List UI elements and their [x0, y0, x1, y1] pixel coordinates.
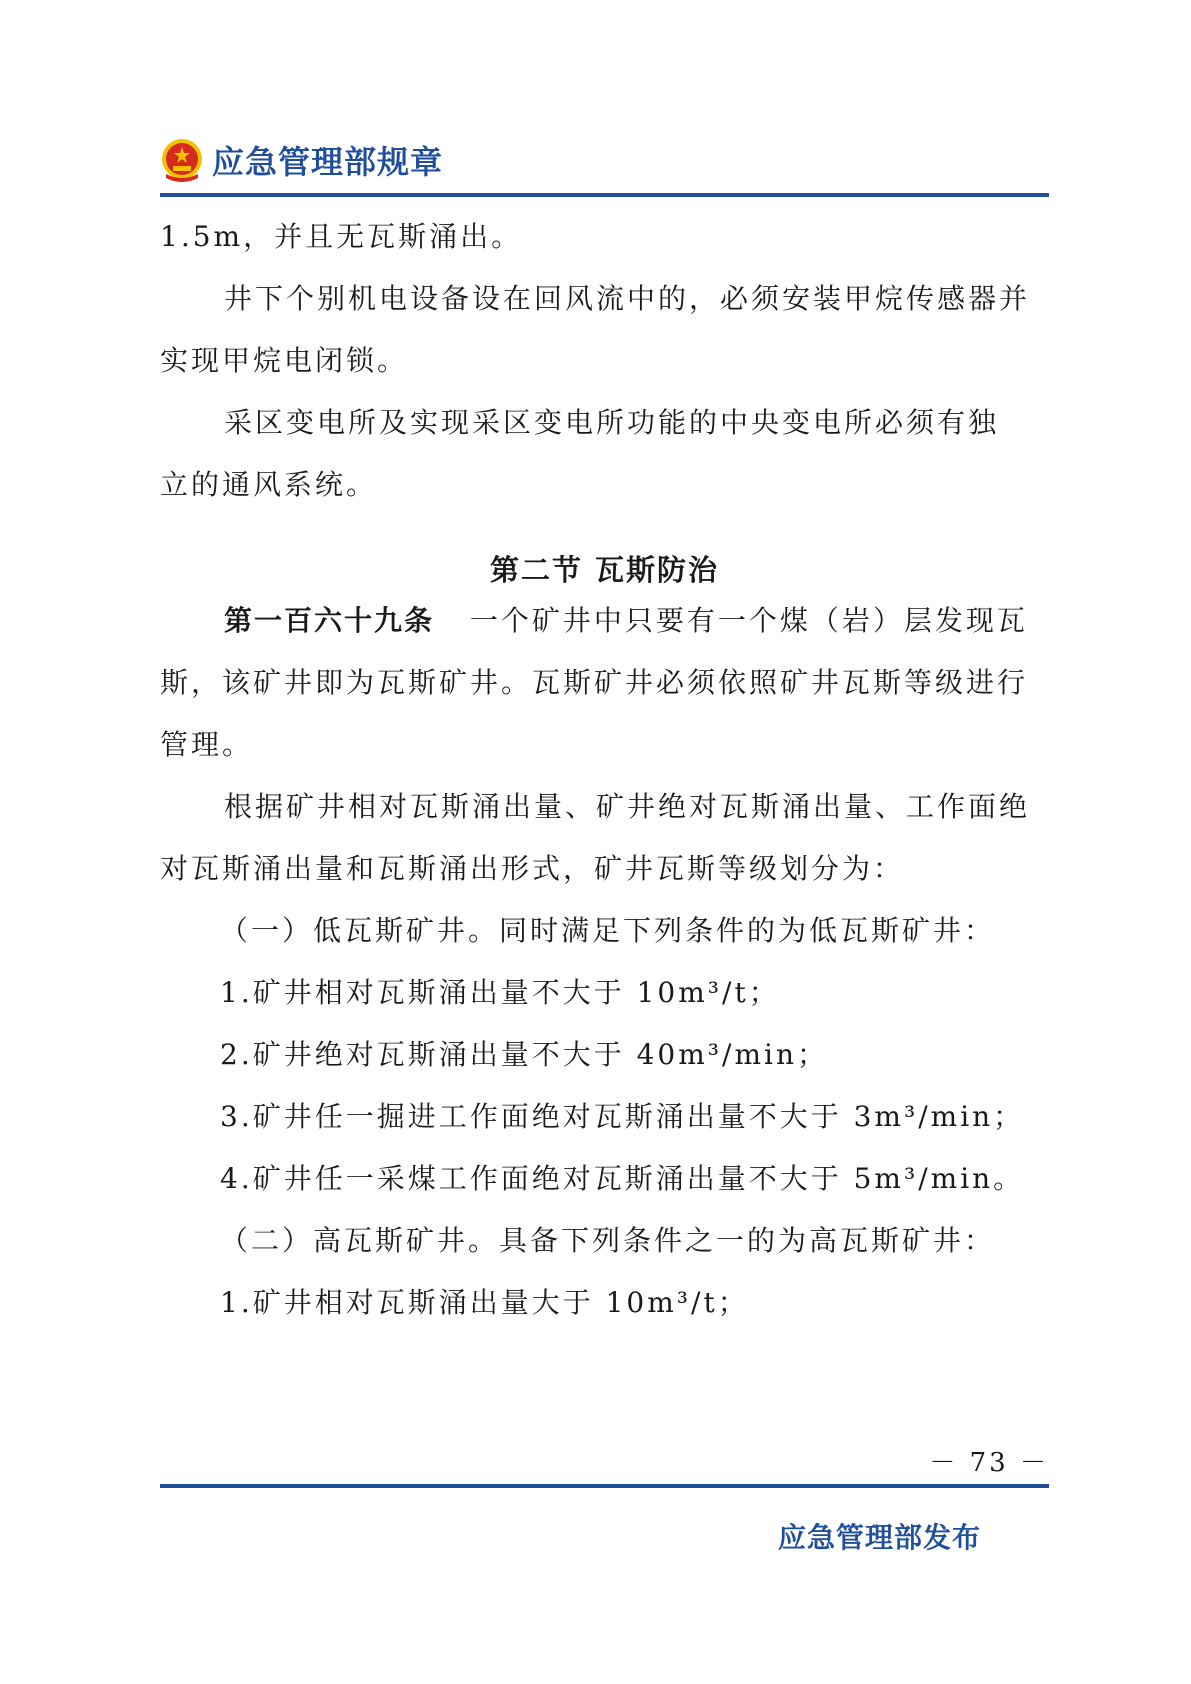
paragraph-line: 立的通风系统。: [160, 468, 378, 501]
header-title: 应急管理部规章: [212, 143, 444, 181]
list-item: 1.矿井相对瓦斯涌出量大于 10m³/t；: [220, 1286, 749, 1319]
list-item: 2.矿井绝对瓦斯涌出量不大于 40m³/min；: [220, 1038, 828, 1071]
paragraph-line: 斯，该矿井即为瓦斯矿井。瓦斯矿井必须依照矿井瓦斯等级进行: [160, 666, 1029, 699]
paragraph-line: 根据矿井相对瓦斯涌出量、矿井绝对瓦斯涌出量、工作面绝: [224, 790, 1031, 823]
page-number: － 73 －: [929, 1448, 1049, 1478]
list-item: 3.矿井任一掘进工作面绝对瓦斯涌出量不大于 3m³/min；: [220, 1100, 1025, 1133]
paragraph-line: 对瓦斯涌出量和瓦斯涌出形式，矿井瓦斯等级划分为：: [160, 852, 905, 885]
paragraph-line: 井下个别机电设备设在回风流中的，必须安装甲烷传感器并: [224, 282, 1031, 315]
page-header: [160, 130, 443, 190]
paragraph-line: 采区变电所及实现采区变电所功能的中央变电所必须有独: [224, 406, 1000, 439]
paragraph-line: 管理。: [160, 728, 254, 761]
footer-publisher: 应急管理部发布: [777, 1521, 981, 1554]
list-item: 4.矿井任一采煤工作面绝对瓦斯涌出量不大于 5m³/min。: [220, 1162, 1025, 1195]
section-title: 第二节 瓦斯防治: [489, 553, 720, 587]
list-heading: （一）低瓦斯矿井。同时满足下列条件的为低瓦斯矿井：: [220, 914, 996, 947]
article-first-line: [160, 590, 1049, 652]
list-item: 1.矿井相对瓦斯涌出量不大于 10m³/t；: [220, 976, 780, 1009]
article-label: 第一百六十九条: [224, 604, 435, 637]
article-body: [160, 590, 1049, 1334]
list-heading: （二）高瓦斯矿井。具备下列条件之一的为高瓦斯矿井：: [220, 1224, 996, 1257]
article-text: 一个矿井中只要有一个煤（岩）层发现瓦: [469, 604, 1028, 637]
header-divider: [160, 193, 1049, 197]
national-emblem-icon: [160, 138, 204, 182]
footer-divider: [160, 1484, 1049, 1488]
paragraph-line: 1.5m，并且无瓦斯涌出。: [160, 220, 523, 253]
paragraph-line: 实现甲烷电闭锁。: [160, 344, 409, 377]
document-body: [160, 206, 1049, 516]
